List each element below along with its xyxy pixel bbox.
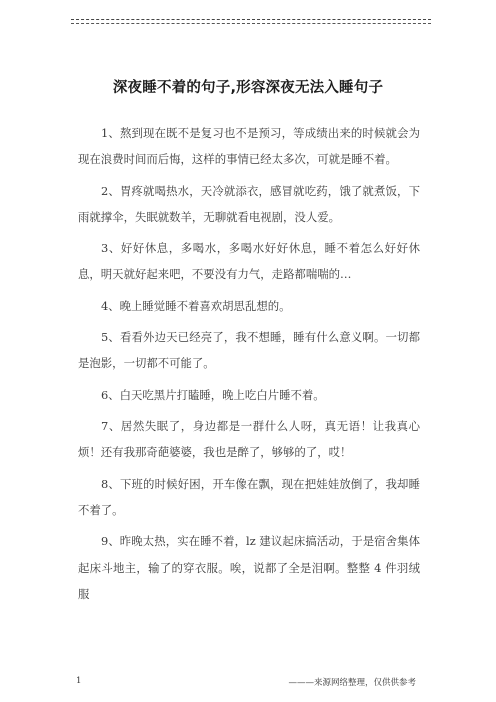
- paragraph: 3、好好休息，多喝水，多喝水好好休息，睡不着怎么好好休息，明天就好起来吧，不要没有力气，走路都喘喘的…: [78, 241, 420, 282]
- paragraph: 4、晚上睡觉睡不着喜欢胡思乱想的。: [101, 298, 291, 313]
- header-dashed-rule: [71, 19, 431, 20]
- paragraph: 1、熬到现在既不是复习也不是预习，等成绩出来的时候就会为现在浪费时间而后悔，这样的事情已经太多次，可就是睡不着。: [78, 126, 420, 167]
- document-body: [78, 120, 420, 612]
- source-note: ———来源网络整理，仅供供参考: [288, 678, 416, 688]
- page-number: 1: [76, 676, 82, 686]
- page-footer: [0, 676, 496, 690]
- paragraph: 6、白天吃黑片打瞌睡，晚上吃白片睡不着。: [101, 387, 325, 402]
- paragraph: 2、胃疼就喝热水，天冷就添衣，感冒就吃药，饿了就煮饭，下雨就撑伞，失眠就数羊，无聊就看电视剧，没人爱。: [78, 183, 420, 224]
- document-title: 深夜睡不着的句子,形容深夜无法入睡句子: [112, 80, 384, 96]
- paragraph: 7、居然失眠了，身边都是一群什么人呀，真无语！让我真心烦！还有我那奇葩婆婆，我也是醉了，够够的了，哎！: [78, 419, 420, 460]
- paragraph: 5、看看外边天已经亮了，我不想睡，睡有什么意义啊。一切都是泡影，一切都不可能了。: [78, 330, 420, 371]
- paragraph: 8、下班的时候好困，开车像在飘，现在把娃娃放倒了，我却睡不着了。: [78, 476, 420, 517]
- paragraph: 9、昨晚太热，实在睡不着，lz 建议起床搞活动，于是宿舍集体起床斗地主，输了的穿衣服。唉，说都了全是泪啊。整整 4 件羽绒服: [78, 534, 420, 601]
